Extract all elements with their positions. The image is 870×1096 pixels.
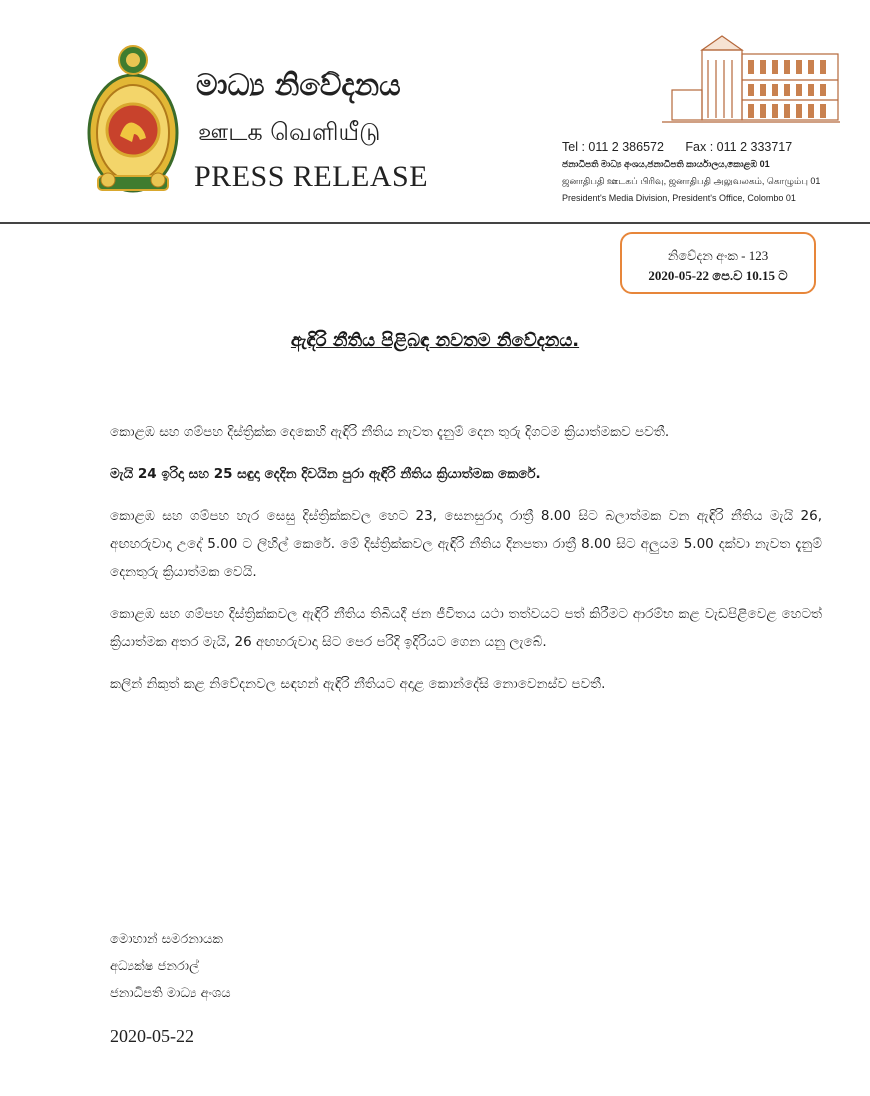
signature-date: 2020-05-22 <box>110 1026 194 1046</box>
document-body <box>110 418 822 712</box>
reference-number: නිවේදන අංක - 123 <box>667 248 769 263</box>
address-english: President's Media Division, President's Office, Colombo 01 <box>562 193 796 203</box>
reference-date: 2020-05-22 පෙ.ව 10.15 ට <box>648 268 788 283</box>
title-sinhala: මාධ්‍ය නිවේදනය <box>196 68 401 103</box>
address-sinhala: ජනාධිපති මාධ්‍ය අංශය,ජනාධිපති කාර්යාලය,කොළඹ 01 <box>562 159 770 169</box>
title-english: PRESS RELEASE <box>194 160 429 193</box>
paragraph: කලින් නිකුත් කළ නිවේදනවල සඳහන් ඇඳිරි නීතියට අදාළ කොන්දේසි නොවෙනස්ව පවතී. <box>110 676 606 692</box>
title-tamil: ஊடக வெளியீடு <box>198 118 381 146</box>
signatory-office: ජනාධිපති මාධ්‍ය අංශය <box>110 986 231 1001</box>
signature-block <box>110 926 231 1007</box>
address-tamil: ஜனாதிபதி ஊடகப் பிரிவு, ஜனாதிபதி அலுவலகம், கொழும்பு 01 <box>562 176 821 186</box>
tel-number: Tel : 011 2 386572 <box>562 140 664 154</box>
paragraph: කොළඹ සහ ගම්පහ දිස්ත්‍රික්ක දෙකෙහි ඇඳිරි නීතිය නැවත දැනුම් දෙන තුරු දිගටම ක්‍රියාත්මකව පවතී. <box>110 424 670 440</box>
paragraph: මැයි 24 ඉරිදා සහ 25 සඳුදා දෙදින දිවයින පුරා ඇඳිරි නීතිය ක්‍රියාත්මක කෙරේ. <box>110 466 541 482</box>
header-divider <box>0 222 870 224</box>
reference-box <box>620 232 816 294</box>
paragraph: කොළඹ සහ ගම්පහ දිස්ත්‍රික්කවල ඇඳිරි නීතිය තිබියදී ජන ජීවිතය යථා තත්වයට පත් කිරීමට ආරම්භ කළ වැඩපිළිවෙළ හෙටත් ක්‍රියාත්මක අතර මැයි, 26 අඟහරුවාදා සිට පෙර පරිදි ඉදිරියට ගෙන යනු ලැබේ. <box>110 606 822 650</box>
presidents-house-icon <box>662 30 842 130</box>
contact-block <box>562 140 852 207</box>
signatory-title: අධ්‍යක්ෂ ජනරාල් <box>110 959 199 974</box>
signatory-name: මොහාන් සමරනායක <box>110 932 223 947</box>
sri-lanka-emblem-icon <box>84 38 182 198</box>
fax-number: Fax : 011 2 333717 <box>685 140 793 154</box>
document-heading: ඇඳිරි නීතිය පිළිබඳ නවතම නිවේදනය. <box>290 330 580 351</box>
paragraph: කොළඹ සහ ගම්පහ හැර සෙසු දිස්ත්‍රික්කවල හෙට 23, සෙනසුරාදා රාත්‍රී 8.00 සිට බලාත්මක වන ඇඳිරි නීතිය මැයි 26, අඟහරුවාදා උදේ 5.00 ට ලිහිල් කෙරේ. මේ දිස්ත්‍රික්කවල ඇඳිරි නීතිය දිනපතා රාත්‍රී 8.00 සිට අලුයම 5.00 දක්වා නැවත දැනුම් දෙනතුරු ක්‍රියාත්මක වෙයි. <box>110 508 822 580</box>
tel-fax-line <box>562 140 852 154</box>
